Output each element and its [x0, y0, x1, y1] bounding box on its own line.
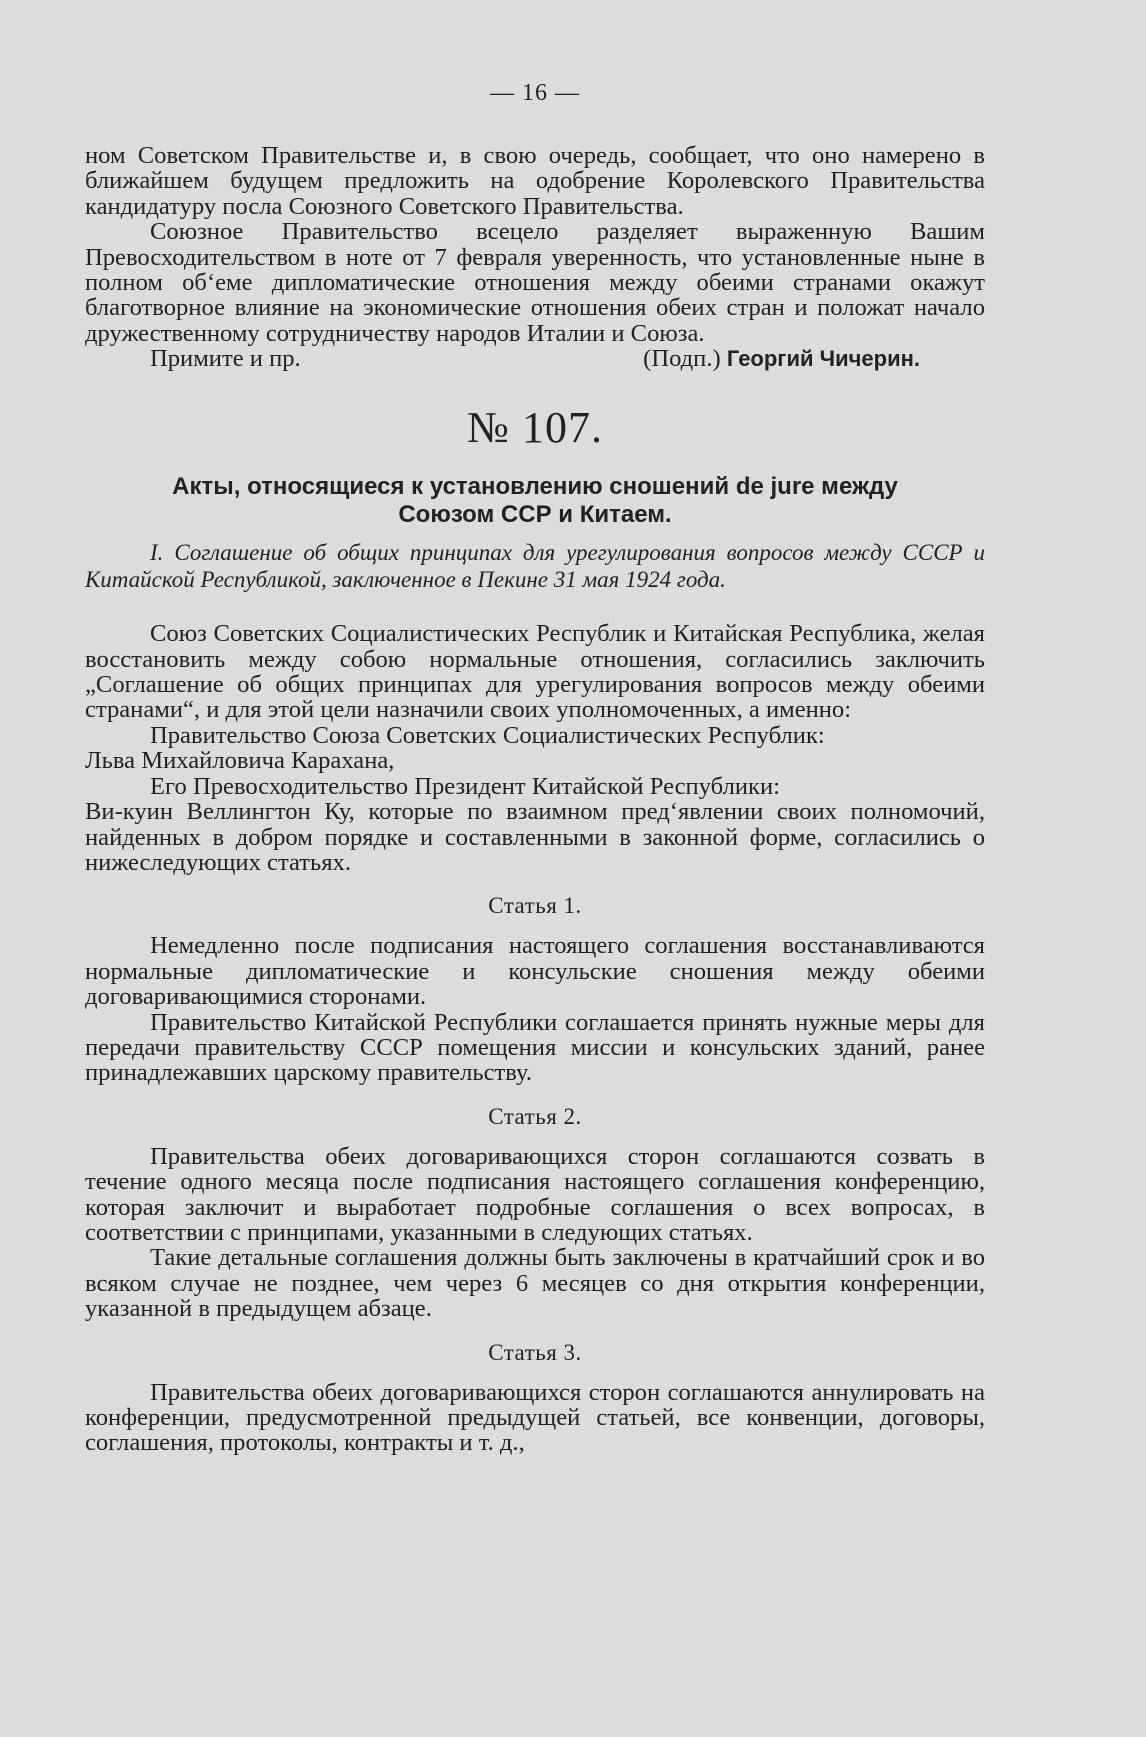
article-paragraph: Правительство Китайской Республики соглашается принять нужные меры для передачи правительству СССР помещения миссии и консульских зданий, ранее принадлежавших царскому правительству. [85, 1008, 985, 1087]
signature [643, 346, 920, 372]
article-heading: Статья 2. [488, 1103, 582, 1129]
article-paragraph: Правительства обеих договаривающихся сторон соглашаются аннулировать на конференции, предусмотренной предыдущей статьей, все конвенции, договоры, соглашения, протоколы, контракты и т. д., [85, 1378, 985, 1457]
page-content [85, 143, 985, 1456]
document-number: № 107. [467, 403, 603, 453]
article-paragraph: Немедленно после подписания настоящего соглашения восстанавливаются нормальные дипломатические и консульские сношения между обеими договаривающимися сторонами. [85, 932, 985, 1011]
page-number: — 16 — [490, 80, 580, 106]
document-subtitle: I. Соглашение об общих принципах для урегулирования вопросов между СССР и Китайской Республикой, заключенное в Пекине 31 мая 1924 года. [85, 540, 985, 593]
closing-formula: Примите и пр. [150, 345, 301, 373]
preamble-gov-line: Правительство Союза Советских Социалистических Республик: [150, 721, 825, 749]
document-title-line: Акты, относящиеся к установлению сношений de jure между [172, 473, 898, 501]
sign-prefix: (Подп.) [643, 345, 721, 373]
preamble-pres-line: Его Превосходительство Президент Китайской Республики: [150, 772, 780, 800]
closing-line [85, 346, 985, 372]
preamble-gov-name: Льва Михайловича Карахана, [85, 747, 395, 775]
article-heading: Статья 3. [488, 1339, 582, 1365]
signer-name: Георгий Чичерин. [726, 346, 920, 372]
preamble-paragraph: Союз Советских Социалистических Республик и Китайская Республика, желая восстановить между собою нормальные отношения, согласились заключить „Соглашение об общих принципах для урегулирования вопросов между обеими странами“, и для этой цели назначили своих уполномоченных, а именно: [85, 620, 985, 724]
article-paragraph: Правительства обеих договаривающихся сторон соглашаются созвать в течение одного месяца после подписания настоящего соглашения конференцию, которая заключит и выработает подробные соглашения о всех вопросах, в соответствии с принципами, указанными в следующих статьях. [85, 1142, 985, 1246]
document-title [85, 473, 985, 529]
intro-paragraph: ном Советском Правительстве и, в свою очередь, сообщает, что оно намерено в ближайшем будущем предложить на одобрение Королевского Правительства кандидатуру посла Союзного Советского Правительства. [85, 142, 985, 220]
intro-paragraph: Союзное Правительство всецело разделяет выраженную Вашим Превосходительством в ноте от 7 февраля уверенность, что установленные ныне в полном об‘еме дипломатические отношения между обеими странами окажут благотворное влияние на экономические отношения обеих стран и положат начало дружественному сотрудничеству народов Италии и Союза. [85, 218, 985, 347]
preamble-pres-rest: Ви-куин Веллингтон Ку, которые по взаимном пред‘явлении своих полномочий, найденных в добром порядке и составленными в законной форме, согласились о нижеследующих статьях. [85, 798, 985, 876]
article-paragraph: Такие детальные соглашения должны быть заключены в кратчайший срок и во всяком случае не позднее, чем через 6 месяцев со дня открытия конференции, указанной в предыдущем абзаце. [85, 1244, 985, 1323]
document-title-line: Союзом ССР и Китаем. [398, 501, 672, 529]
article-heading: Статья 1. [488, 893, 582, 919]
